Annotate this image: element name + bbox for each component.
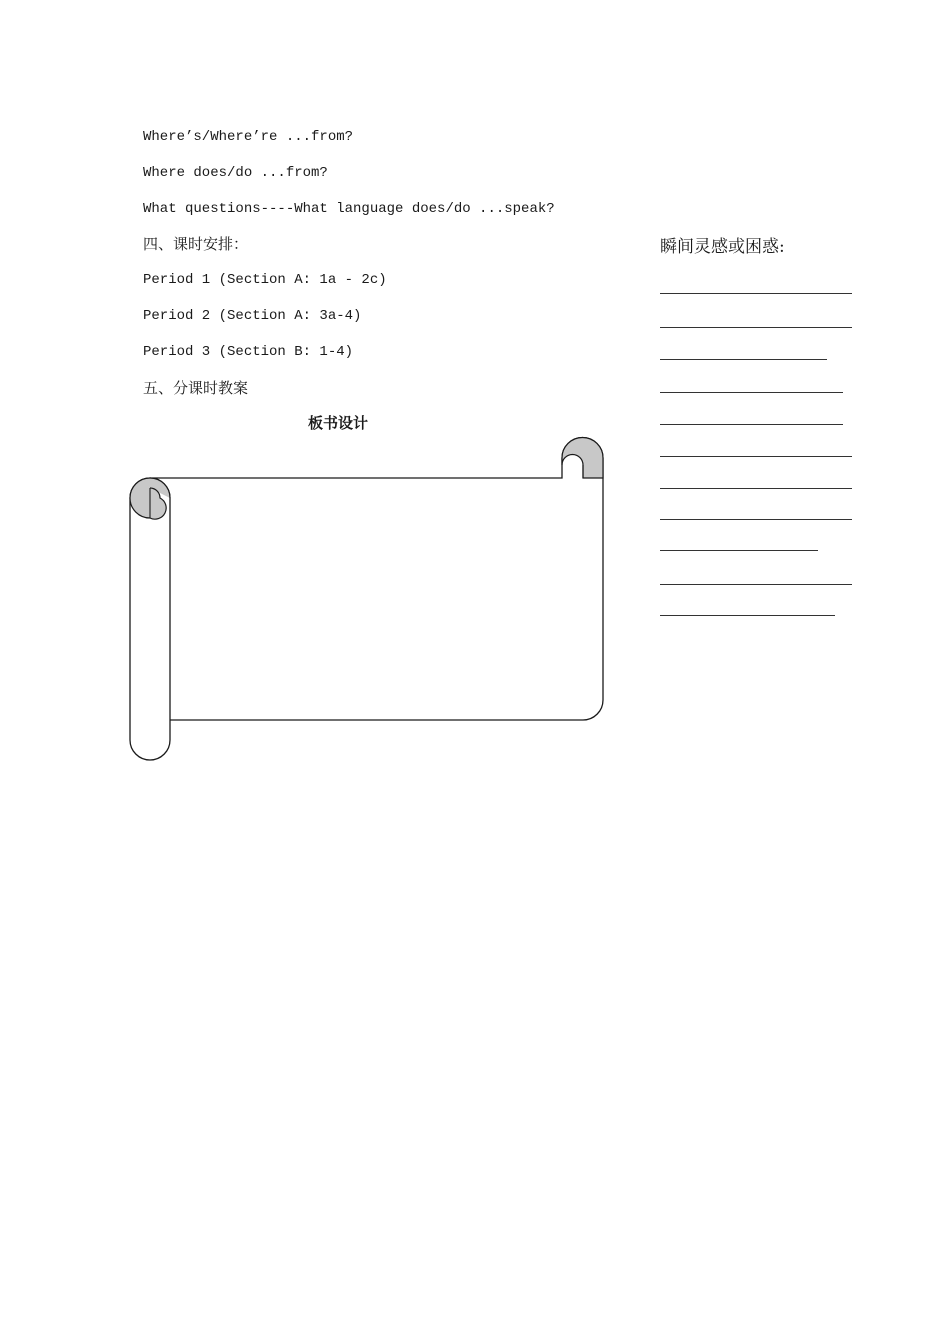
period-1: Period 1 (Section A: 1a - 2c) — [143, 272, 387, 288]
question-pattern-where-from: Where’s/Where’re ...from? — [143, 129, 354, 145]
section-heading-lesson-plans: 五、分课时教案 — [143, 379, 249, 397]
blank-line — [660, 488, 852, 489]
section-heading-schedule: 四、课时安排： — [143, 235, 249, 253]
blank-line — [660, 550, 818, 551]
period-3: Period 3 (Section B: 1-4) — [143, 344, 354, 360]
notes-title: 瞬间灵感或困惑: — [660, 237, 785, 257]
blank-line — [660, 424, 843, 425]
blank-line — [660, 615, 835, 616]
blank-line — [660, 327, 852, 328]
scroll-panel — [150, 438, 603, 721]
blank-line — [660, 584, 852, 585]
blank-line — [660, 359, 827, 360]
question-pattern-language: What questions----What language does/do ...speak? — [143, 201, 555, 217]
question-pattern-where-does: Where does/do ...from? — [143, 165, 328, 181]
blank-line — [660, 519, 852, 520]
board-design-title: 板书设计 — [308, 414, 369, 432]
period-2: Period 2 (Section A: 3a-4) — [143, 308, 362, 324]
blank-line — [660, 293, 852, 294]
blank-line — [660, 392, 843, 393]
blank-line — [660, 456, 852, 457]
scroll-left-roll — [130, 478, 170, 760]
